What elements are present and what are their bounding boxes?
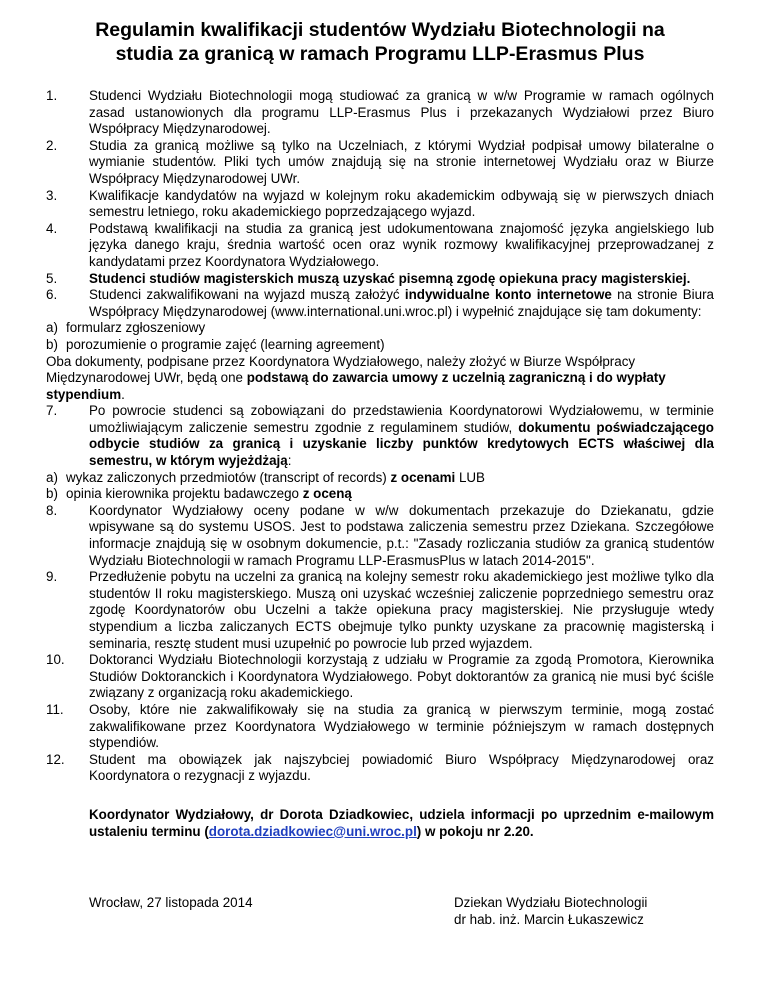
paragraph-documents: Oba dokumenty, podpisane przez Koordynatora Wydziałowego, należy złożyć w Biurze Współpracy Międzynarodowej UWr, będą one podstawą do zawarcia umowy z uczelnią zagraniczną i do wypłaty stypendium. (46, 353, 666, 402)
item-text: Koordynator Wydziałowy oceny podane w w/w dokumentach przekazuje do Dziekanatu, gdzie wpisywane są do systemu USOS. Jest to podstawa zaliczenia semestru przez Dziekana. Szczegółowe informacje znajdują się w osobnym dokumencie, p.t.: "Zasady rozliczania studiów za granicą studentów Wydziału Biotechnologii w ramach Programu LLP-ErasmusPlus w latach 2014-2015". (89, 502, 714, 568)
sub-item-6b (46, 337, 714, 354)
item-text: Studenci zakwalifikowani na wyjazd muszą założyć indywidualne konto internetowe na stronie Biura Współpracy Międzynarodowej (www.international.uni.wroc.pl) i wypełnić znajdujące się tam dokumenty: (89, 287, 714, 319)
item-text: Studenci studiów magisterskich muszą uzyskać pisemną zgodę opiekuna pracy magisterskiej. (89, 270, 691, 286)
signatory-name: dr hab. inż. Marcin Łukaszewicz (454, 911, 644, 927)
item-number: 4. (46, 220, 58, 236)
rule-item-6 (46, 287, 714, 320)
document-date: Wrocław, 27 listopada 2014 (89, 895, 253, 910)
rule-item-9 (46, 569, 714, 652)
sub-text: formularz zgłoszeniowy (66, 320, 206, 336)
rule-item-7 (46, 403, 714, 469)
sub-item-7b (46, 486, 714, 503)
rule-item-5 (46, 271, 714, 288)
sub-letter: a) (46, 469, 58, 485)
rule-item-12 (46, 752, 714, 785)
document-page (46, 18, 714, 840)
sub-text: wykaz zaliczonych przedmiotów (transcript of records) z ocenami LUB (66, 469, 485, 485)
rule-item-11 (46, 702, 714, 752)
item-number: 11. (46, 701, 64, 717)
sub-letter: b) (46, 486, 58, 502)
item-number: 12. (46, 751, 65, 767)
sub-letter: b) (46, 336, 58, 352)
rule-item-8 (46, 503, 714, 569)
item-text: Doktoranci Wydziału Biotechnologii korzystają z udziału w Programie za zgodą Promotora, Kierownika Studiów Doktoranckich i Koordynatora Wydziałowego. Pobyt doktorantów za granicą nie musi być ściśle związany z organizacją roku akademickiego. (89, 652, 714, 701)
item-number: 2. (46, 137, 58, 153)
coordinator-note: Koordynator Wydziałowy, dr Dorota Dziadkowiec, udziela informacji po uprzednim e-mailowym ustaleniu terminu (dorota.dziadkowiec@uni.wroc.pl) w pokoju nr 2.20. (89, 806, 714, 839)
item-text: Podstawą kwalifikacji na studia za granicą jest udokumentowana znajomość języka angielskiego lub języka danego kraju, średnia wartość ocen oraz wynik rozmowy kwalifikacyjnej przeprowadzanej z kandydatami przez Koordynatora Wydziałowego. (89, 220, 714, 269)
rule-item-1 (46, 88, 714, 138)
item-text: Kwalifikacje kandydatów na wyjazd w kolejnym roku akademickim odbywają się w pierwszych dniach semestru letniego, roku akademickiego poprzedzającego wyjazd. (89, 187, 714, 220)
sub-text: porozumienie o programie zajęć (learning agreement) (66, 336, 385, 352)
page-title: Regulamin kwalifikacji studentów Wydziału Biotechnologii na studia za granicą w ramach Programu LLP-Erasmus Plus (95, 19, 665, 65)
footer (46, 895, 714, 935)
signature-block (454, 895, 647, 928)
item-number: 9. (46, 569, 58, 585)
item-text: Po powrocie studenci są zobowiązani do przedstawienia Koordynatorowi Wydziałowemu, w terminie umożliwiającym zaliczenie semestru zgodnie z regulaminem studiów, dokumentu poświadczającego odbycie studiów za granicą i uzyskanie liczby punktów kredytowych ECTS właściwej dla semestru, w którym wyjeżdżają: (89, 403, 714, 469)
rule-item-3 (46, 188, 714, 221)
item-text: Studia za granicą możliwe są tylko na Uczelniach, z którymi Wydział podpisał umowy bilateralne o wymianie studentów. Pliki tych umów znajdują się na stronie internetowej Wydziału oraz w Biurze Współpracy Międzynarodowej UWr. (89, 137, 714, 186)
item-text: Osoby, które nie zakwalifikowały się na studia za granicą w pierwszym terminie, mogą zostać zakwalifikowane przez Koordynatora Wydziałowego w terminie późniejszym w ramach dostępnych stypendiów. (89, 701, 714, 751)
item-text: Przedłużenie pobytu na uczelni za granicą na kolejny semestr roku akademickiego jest możliwe tylko dla studentów II roku magisterskiego. Muszą oni uzyskać wcześniej zaliczenie poprzedniego semestru oraz zgodę Koordynatorów obu Uczelni a także opiekuna pracy magisterskiej. Nie przysługuje wtedy stypendium a liczba zaliczanych ECTS obejmuje tylko punkty uzyskane za pracownię magisterską i seminaria, resztę student musi uzupełnić po powrocie lub przed wyjazdem. (89, 569, 714, 651)
signatory-title: Dziekan Wydziału Biotechnologii (454, 895, 648, 910)
item-number: 5. (46, 270, 58, 286)
rule-item-4 (46, 221, 714, 271)
item-text: Studenci Wydziału Biotechnologii mogą studiować za granicą w w/w Programie w ramach ogólnych zasad ustanowionych dla programu LLP-Erasmus Plus i przekazanych Wydziałowi przez Biuro Współpracy Międzynarodowej. (89, 88, 714, 137)
rule-item-2 (46, 138, 714, 188)
coordinator-email-link[interactable]: dorota.dziadkowiec@uni.wroc.pl (208, 823, 417, 839)
item-number: 6. (46, 287, 58, 303)
item-text: Student ma obowiązek jak najszybciej powiadomić Biuro Współpracy Międzynarodowej oraz Koordynatora o rezygnacji z wyjazdu. (89, 751, 714, 784)
rule-item-10 (46, 652, 714, 702)
sub-letter: a) (46, 320, 58, 336)
item-number: 7. (46, 403, 58, 419)
item-number: 8. (46, 502, 58, 518)
sub-text: opinia kierownika projektu badawczego z oceną (66, 486, 352, 502)
item-number: 3. (46, 187, 58, 203)
item-number: 1. (46, 88, 58, 103)
sub-item-6a (46, 320, 714, 337)
item-number: 10. (46, 652, 65, 668)
sub-item-7a (46, 470, 714, 487)
